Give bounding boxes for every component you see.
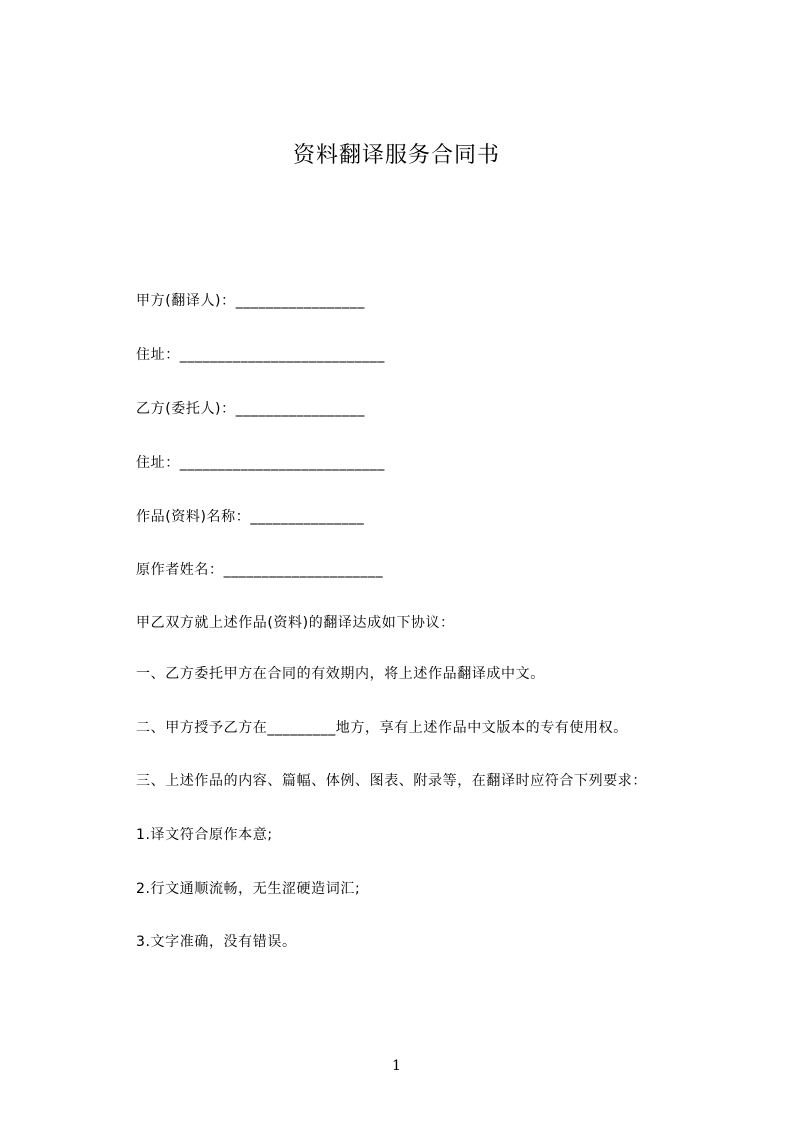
party-b-client-line: 乙方(委托人)：_________________ xyxy=(136,401,365,417)
party-a-translator-line: 甲方(翻译人)：_________________ xyxy=(136,293,365,309)
clause-2: 二、甲方授予乙方在_________地方，享有上述作品中文版本的专有使用权。 xyxy=(136,720,628,736)
agreement-intro: 甲乙双方就上述作品(资料)的翻译达成如下协议： xyxy=(136,615,455,631)
requirement-1: 1.译文符合原作本意; xyxy=(136,827,273,843)
requirement-3: 3.文字准确，没有错误。 xyxy=(136,934,297,950)
clause-3: 三、上述作品的内容、篇幅、体例、图表、附录等，在翻译时应符合下列要求： xyxy=(136,773,647,789)
original-author-line: 原作者姓名：_____________________ xyxy=(136,562,384,578)
party-b-address-line: 住址：___________________________ xyxy=(136,455,385,471)
page-number: 1 xyxy=(392,1058,401,1074)
party-a-address-line: 住址：___________________________ xyxy=(136,347,385,363)
document-title: 资料翻译服务合同书 xyxy=(292,143,500,168)
requirement-2: 2.行文通顺流畅，无生涩硬造词汇; xyxy=(136,881,361,897)
work-name-line: 作品(资料)名称：_______________ xyxy=(136,509,365,525)
clause-1: 一、乙方委托甲方在合同的有效期内，将上述作品翻译成中文。 xyxy=(136,666,545,682)
